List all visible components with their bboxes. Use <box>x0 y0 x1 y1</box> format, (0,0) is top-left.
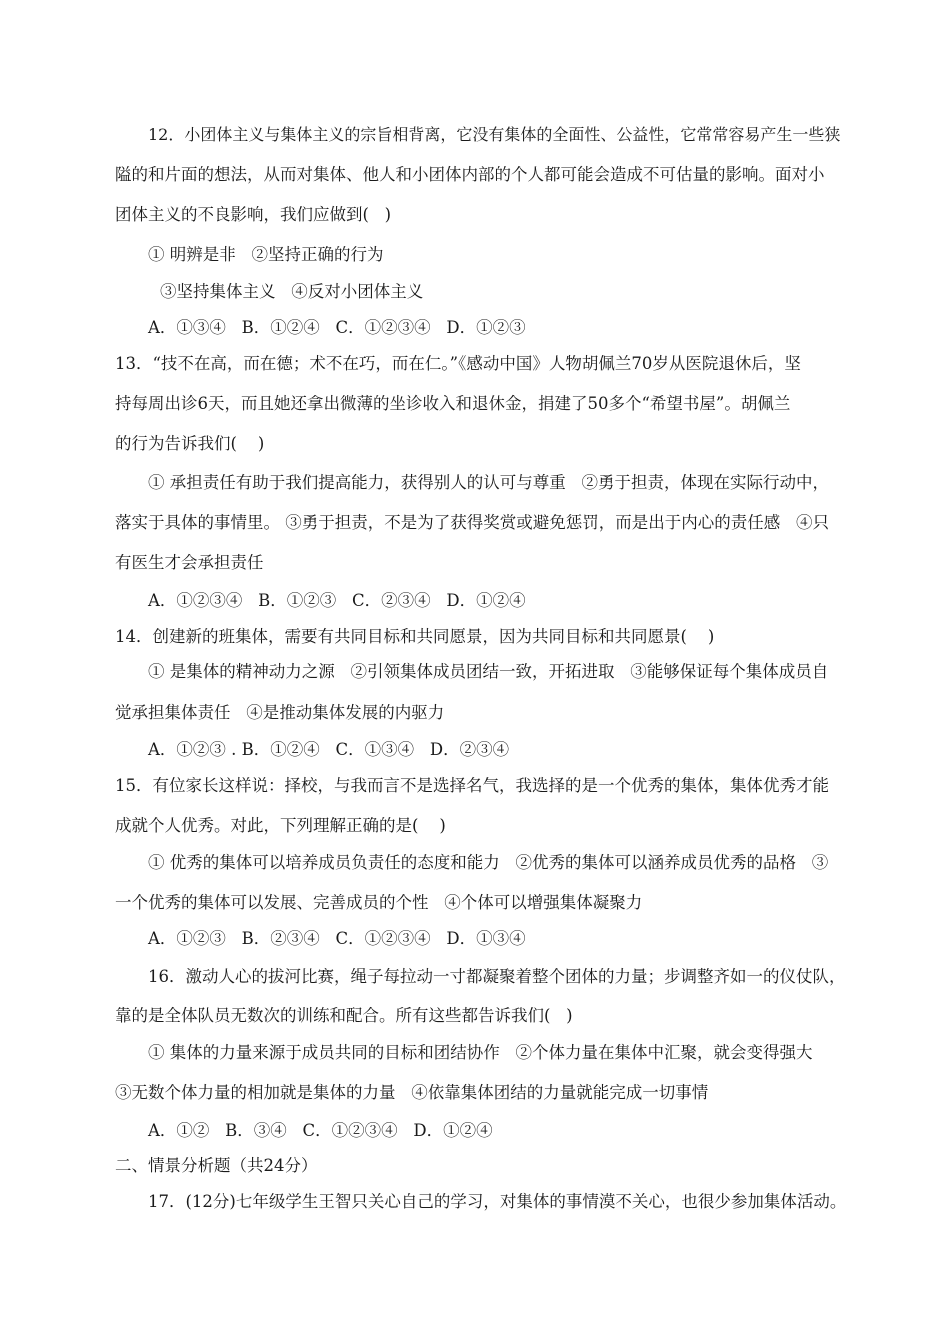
q14-options-2: 觉承担集体责任 ④是推动集体发展的内驱力 <box>115 703 445 722</box>
q13-choices: A．①②③④ B．①②③ C．②③④ D．①②④ <box>148 591 526 610</box>
q12-line-1: 12．小团体主义与集体主义的宗旨相背离，它没有集体的全面性、公益性，它常常容易产生一些狭 <box>148 125 841 144</box>
q12-choices: A．①③④ B．①②④ C．①②③④ D．①②③ <box>148 318 526 337</box>
q13-options-2: 落实于具体的事情里。 ③勇于担责，不是为了获得奖赏或避免惩罚，而是出于内心的责任感 ④只 <box>115 513 829 532</box>
q13-line-2: 持每周出诊6天，而且她还拿出微薄的坐诊收入和退休金，捐建了50多个“希望书屋”。胡佩兰 <box>115 394 791 413</box>
q15-line-1: 15．有位家长这样说：择校，与我而言不是选择名气，我选择的是一个优秀的集体，集体优秀才能 <box>115 776 829 795</box>
section-2-heading: 二、情景分析题（共24分） <box>115 1156 318 1175</box>
q16-line-1: 16．激动人心的拔河比赛，绳子每拉动一寸都凝聚着整个团体的力量；步调整齐如一的仪仗队， <box>148 967 846 986</box>
q12-line-2: 隘的和片面的想法，从而对集体、他人和小团体内部的个人都可能会造成不可估量的影响。面对小 <box>115 165 825 184</box>
q12-options-2: ③坚持集体主义 ④反对小团体主义 <box>160 282 424 301</box>
q13-line-1: 13．“技不在高，而在德；术不在巧，而在仁。”《感动中国》人物胡佩兰70岁从医院退休后，坚 <box>115 354 801 373</box>
q14-choices: A．①②③ . B．①②④ C．①③④ D．②③④ <box>148 740 510 759</box>
q14-line-1: 14．创建新的班集体，需要有共同目标和共同愿景，因为共同目标和共同愿景( ) <box>115 627 715 646</box>
q16-options-1: ① 集体的力量来源于成员共同的目标和团结协作 ②个体力量在集体中汇聚，就会变得强大 <box>148 1043 813 1062</box>
q14-options-1: ① 是集体的精神动力之源 ②引领集体成员团结一致，开拓进取 ③能够保证每个集体成员自 <box>148 662 829 681</box>
q13-options-3: 有医生才会承担责任 <box>115 553 264 572</box>
q16-line-2: 靠的是全体队员无数次的训练和配合。所有这些都告诉我们( ) <box>115 1006 573 1025</box>
q16-options-2: ③无数个体力量的相加就是集体的力量 ④依靠集体团结的力量就能完成一切事情 <box>115 1083 709 1102</box>
q15-options-1: ① 优秀的集体可以培养成员负责任的态度和能力 ②优秀的集体可以涵养成员优秀的品格 ③ <box>148 853 829 872</box>
q17-line-1: 17．(12分)七年级学生王智只关心自己的学习，对集体的事情漠不关心，也很少参加集体活动。 <box>148 1192 847 1211</box>
q15-line-2: 成就个人优秀。对此，下列理解正确的是( ) <box>115 816 446 835</box>
q16-choices: A．①② B．③④ C．①②③④ D．①②④ <box>148 1121 493 1140</box>
q13-options-1: ① 承担责任有助于我们提高能力，获得别人的认可与尊重 ②勇于担责，体现在实际行动中， <box>148 473 829 492</box>
q13-line-3: 的行为告诉我们( ) <box>115 434 265 453</box>
q12-options-1: ① 明辨是非 ②坚持正确的行为 <box>148 245 384 264</box>
q12-line-3: 团体主义的不良影响，我们应做到( ) <box>115 205 392 224</box>
q15-options-2: 一个优秀的集体可以发展、完善成员的个性 ④个体可以增强集体凝聚力 <box>115 893 643 912</box>
q15-choices: A．①②③ B．②③④ C．①②③④ D．①③④ <box>148 929 526 948</box>
